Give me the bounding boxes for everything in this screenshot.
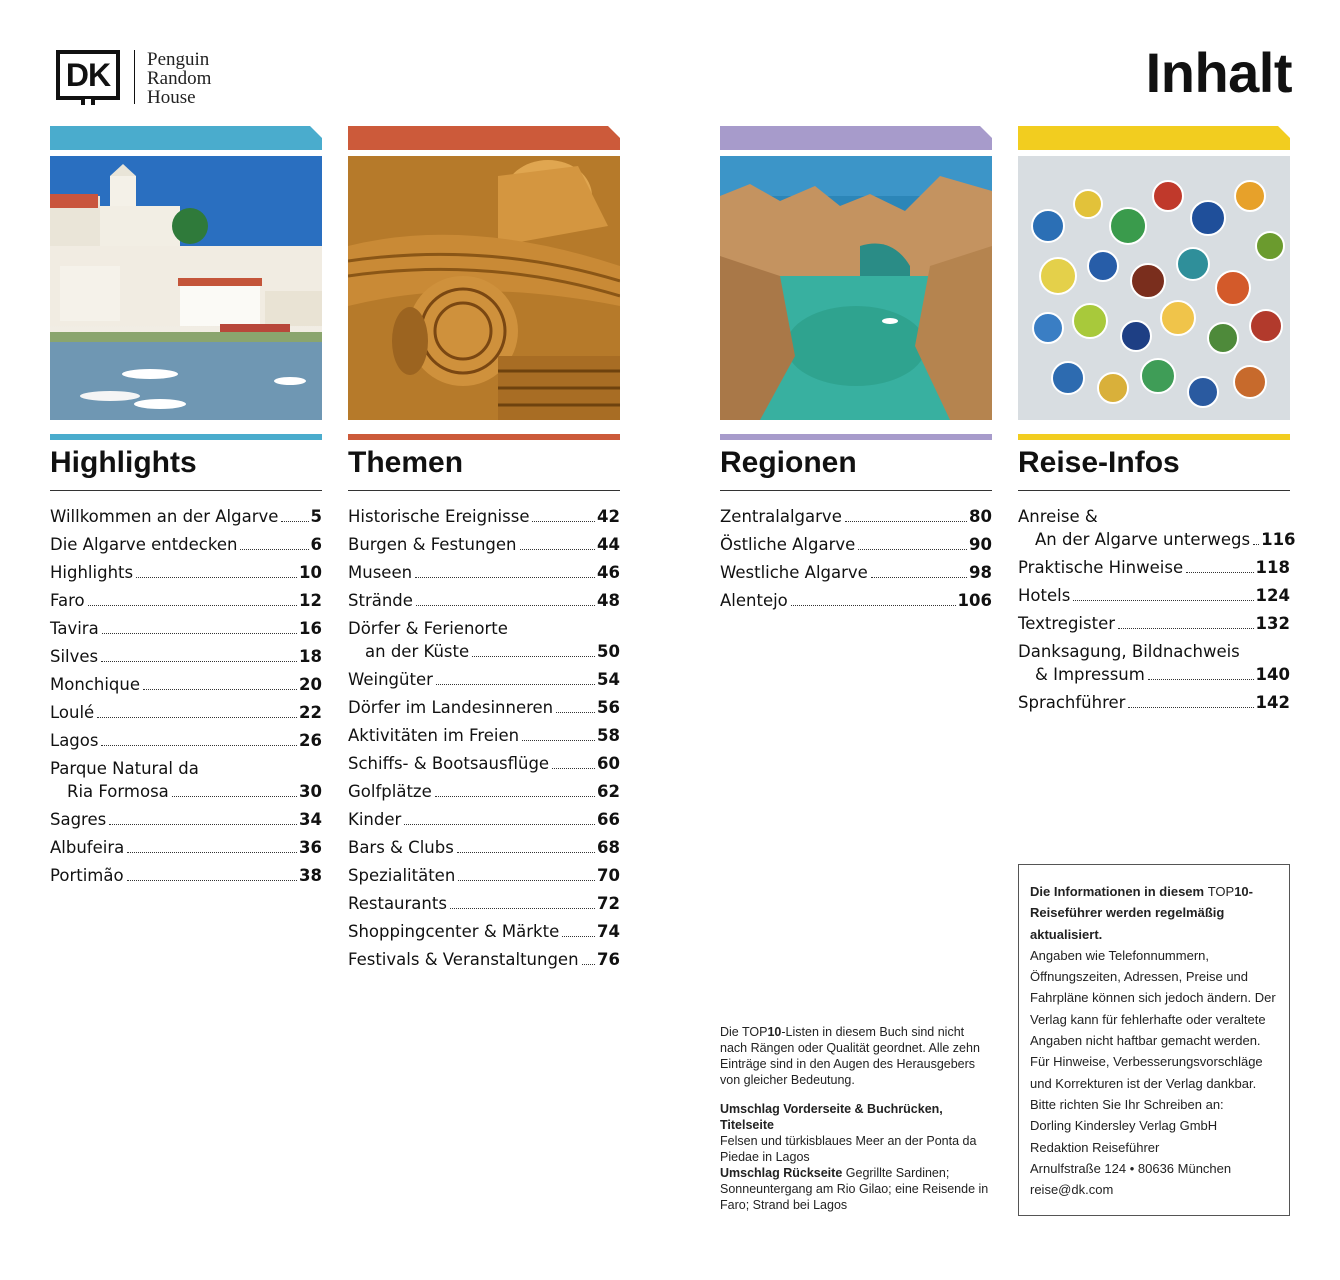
- sculpture-illustration: [348, 156, 620, 420]
- toc-entry[interactable]: Dörfer im Landesinneren 56: [348, 698, 620, 717]
- photo-algarve-town: [50, 156, 322, 420]
- top10-note: [720, 1024, 990, 1213]
- section-color-tab: [1018, 126, 1290, 150]
- toc-list: [348, 505, 620, 971]
- info-body: Angaben wie Telefonnummern, Öffnungszeiten, Adressen, Preise und Fahrpläne können sich jedoch ändern. Der Verlag kann für fehlerhafte oder veraltete Angaben nicht haftbar gemacht werden. Für Hinweise, Verbesserungsvorschläge und Korrekturen ist der Verlag dankbar. Bitte richten Sie Ihr Schreiben an:: [1030, 947, 1276, 1112]
- toc-entry[interactable]: Dörfer & Ferienorte an der Küste 50: [348, 619, 620, 661]
- logo-divider: [134, 50, 135, 104]
- toc-entry[interactable]: Schiffs- & Bootsausflüge 60: [348, 754, 620, 773]
- toc-entry[interactable]: Albufeira 36: [50, 838, 322, 857]
- toc-entry[interactable]: Strände 48: [348, 591, 620, 610]
- dk-logo: DK: [56, 50, 120, 100]
- section-themen: [348, 126, 620, 976]
- section-color-tab: [348, 126, 620, 150]
- section-reise-infos: [1018, 126, 1296, 719]
- toc-entry[interactable]: Spezialitäten 70: [348, 866, 620, 885]
- section-underbar: [1018, 434, 1290, 440]
- toc-entry[interactable]: Anreise & An der Algarve unterwegs 116: [1018, 507, 1296, 549]
- photo-sand-sculpture: [348, 156, 620, 420]
- plates-illustration: [1018, 156, 1290, 420]
- toc-list: [1018, 505, 1296, 714]
- toc-entry[interactable]: Zentralalgarve 80: [720, 507, 992, 526]
- cover-front-text: Felsen und türkisblaues Meer an der Ponta da Piedae in Lagos: [720, 1134, 977, 1164]
- info-lead: Die Informationen in diesem TOP10- Reiseführer werden regelmäßig aktualisiert.: [1030, 884, 1253, 942]
- toc-entry[interactable]: Silves 18: [50, 647, 322, 666]
- penguin-random-house-logo: Penguin Random House: [147, 49, 212, 108]
- toc-entry[interactable]: Festivals & Veranstaltungen 76: [348, 950, 620, 969]
- toc-list: [50, 505, 322, 887]
- toc-entry[interactable]: Museen 46: [348, 563, 620, 582]
- toc-entry[interactable]: Sprachführer 142: [1018, 693, 1290, 712]
- toc-entry[interactable]: Monchique 20: [50, 675, 322, 694]
- section-title: Regionen: [720, 446, 992, 491]
- toc-entry[interactable]: Loulé 22: [50, 703, 322, 722]
- toc-entry[interactable]: Weingüter 54: [348, 670, 620, 689]
- toc-entry[interactable]: Highlights 10: [50, 563, 322, 582]
- toc-entry[interactable]: Westliche Algarve 98: [720, 563, 992, 582]
- section-color-tab: [50, 126, 322, 150]
- toc-entry[interactable]: Burgen & Festungen 44: [348, 535, 620, 554]
- publisher-logo: [56, 50, 211, 107]
- cover-back-label: Umschlag Rückseite: [720, 1166, 843, 1180]
- top10-disclaimer: Die TOP10-Listen in diesem Buch sind nicht nach Rängen oder Qualität geordnet. Alle zehn Einträge sind in den Augen des Herausgebers von gleicher Bedeutung.: [720, 1025, 980, 1087]
- cliffs-illustration: [720, 156, 992, 420]
- section-highlights: [50, 126, 322, 892]
- page-title: Inhalt: [1145, 41, 1292, 104]
- toc-entry[interactable]: Die Algarve entdecken 6: [50, 535, 322, 554]
- toc-entry[interactable]: Lagos 26: [50, 731, 322, 750]
- toc-entry[interactable]: Östliche Algarve 90: [720, 535, 992, 554]
- toc-entry[interactable]: Parque Natural da Ria Formosa 30: [50, 759, 322, 801]
- toc-entry[interactable]: Portimão 38: [50, 866, 322, 885]
- section-regionen: [720, 126, 992, 617]
- section-underbar: [348, 434, 620, 440]
- toc-entry[interactable]: Restaurants 72: [348, 894, 620, 913]
- section-underbar: [50, 434, 322, 440]
- toc-entry[interactable]: Aktivitäten im Freien 58: [348, 726, 620, 745]
- toc-entry[interactable]: Bars & Clubs 68: [348, 838, 620, 857]
- toc-entry[interactable]: Golfplätze 62: [348, 782, 620, 801]
- toc-entry[interactable]: Willkommen an der Algarve 5: [50, 507, 322, 526]
- section-color-tab: [720, 126, 992, 150]
- toc-entry[interactable]: Shoppingcenter & Märkte 74: [348, 922, 620, 941]
- photo-coastal-cliffs: [720, 156, 992, 420]
- section-underbar: [720, 434, 992, 440]
- town-illustration: [50, 156, 322, 420]
- toc-entry[interactable]: Praktische Hinweise 118: [1018, 558, 1290, 577]
- toc-entry[interactable]: Alentejo 106: [720, 591, 992, 610]
- section-title: Highlights: [50, 446, 322, 491]
- address-line: Dorling Kindersley Verlag GmbH: [1030, 1118, 1218, 1134]
- cover-back-text: Gegrillte Sardinen; Sonneuntergang am Rio Gilao; eine Reisende in Faro; Strand bei Lagos: [720, 1166, 989, 1212]
- section-title: Themen: [348, 446, 620, 491]
- section-title: Reise-Infos: [1018, 446, 1290, 491]
- toc-entry[interactable]: Sagres 34: [50, 810, 322, 829]
- address-line: Arnulfstraße 124 • 80636 München: [1030, 1160, 1232, 1176]
- toc-entry[interactable]: Historische Ereignisse 42: [348, 507, 620, 526]
- update-info-box: [1018, 864, 1290, 1216]
- toc-entry[interactable]: Faro 12: [50, 591, 322, 610]
- cover-credits: [720, 1101, 990, 1213]
- address-line: Redaktion Reiseführer: [1030, 1139, 1160, 1155]
- email-link[interactable]: reise@dk.com: [1030, 1182, 1114, 1198]
- toc-entry[interactable]: Tavira 16: [50, 619, 322, 638]
- toc-list: [720, 505, 992, 612]
- toc-entry[interactable]: Danksagung, Bildnachweis & Impressum 140: [1018, 642, 1290, 684]
- toc-entry[interactable]: Textregister 132: [1018, 614, 1290, 633]
- toc-entry[interactable]: Kinder 66: [348, 810, 620, 829]
- cover-front-label: Umschlag Vorderseite & Buchrücken, Titelseite: [720, 1102, 943, 1132]
- toc-entry[interactable]: Hotels 124: [1018, 586, 1290, 605]
- photo-ceramic-plates: [1018, 156, 1290, 420]
